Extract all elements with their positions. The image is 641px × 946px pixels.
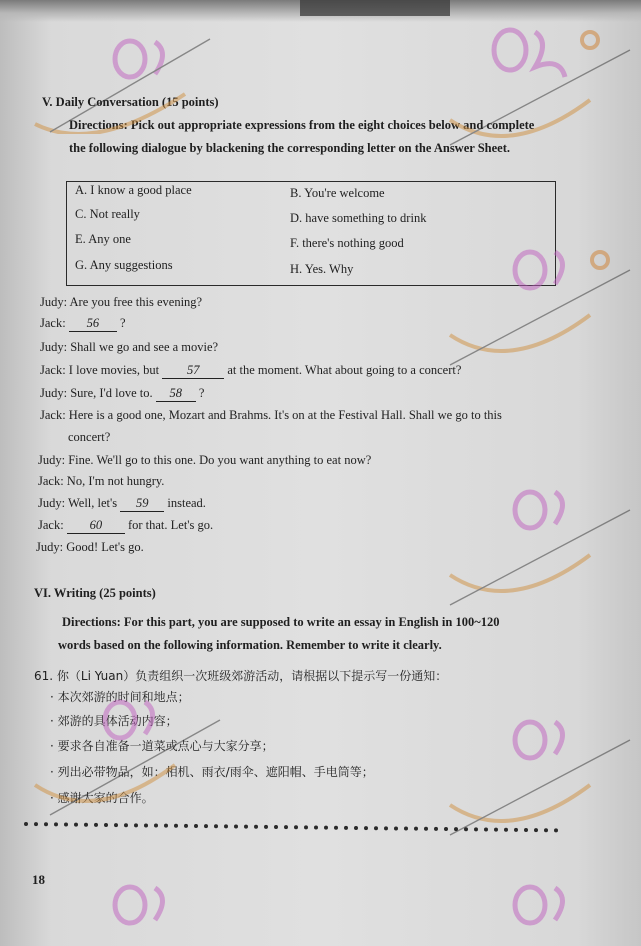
bullet-dot: · [50, 739, 54, 753]
separator-dot [354, 826, 358, 830]
separator-dot [44, 822, 48, 826]
separator-dot [134, 823, 138, 827]
dialogue-line: Jack: I love movies, but 57 at the moment. What about going to a concert? [40, 363, 462, 377]
dialogue-line: Jack: 60 for that. Let's go. [38, 518, 214, 532]
separator-dot [104, 823, 108, 827]
section5-directions-line1: Directions: Pick out appropriate expressions from the eight choices below and complete [69, 118, 535, 132]
separator-dot [224, 824, 228, 828]
separator-dot [274, 825, 278, 829]
separator-dot [434, 827, 438, 831]
bullet-item: · 要求各自准备一道菜或点心与大家分享； [50, 739, 274, 753]
separator-dot [304, 825, 308, 829]
bullet-item: · 本次郊游的时间和地点； [50, 690, 190, 704]
bullet-dot: · [50, 690, 54, 704]
separator-dot [404, 827, 408, 831]
bullet-dot: · [50, 765, 54, 779]
bullet-dot: · [50, 714, 54, 728]
section6-directions-line1: Directions: For this part, you are supposed to write an essay in English in 100~120 [62, 615, 500, 629]
dialogue-line: Jack: No, I'm not hungry. [38, 474, 165, 488]
dialogue-line: Judy: Shall we go and see a movie? [40, 340, 219, 354]
bullet-dot: · [50, 791, 54, 805]
dialogue-line: Jack: Here is a good one, Mozart and Brahms. It's on at the Festival Hall. Shall we go to this [40, 408, 502, 422]
separator-dot [264, 825, 268, 829]
option-d: D. have something to drink [290, 211, 427, 225]
dialogue-line: Judy: Sure, I'd love to. 58 ? [40, 386, 205, 400]
bullet-item: · 列出必带物品，如：相机、雨衣/雨伞、遮阳帽、手电筒等； [50, 765, 374, 779]
separator-dot [94, 823, 98, 827]
separator-dot [174, 824, 178, 828]
separator-dot [374, 826, 378, 830]
option-b: B. You're welcome [290, 186, 385, 200]
separator-dot [234, 825, 238, 829]
separator-dot [54, 822, 58, 826]
blank-60: 60 [67, 518, 125, 534]
separator-dot [254, 825, 258, 829]
separator-dot [84, 823, 88, 827]
separator-dot [144, 823, 148, 827]
separator-dot [124, 823, 128, 827]
blank-58: 58 [156, 386, 196, 402]
bullet-item: · 郊游的具体活动内容； [50, 714, 178, 728]
exam8-watermark-logo [30, 680, 230, 820]
exam8-watermark-logo [440, 10, 640, 150]
option-h: H. Yes. Why [290, 262, 354, 276]
bullet-item: · 感谢大家的合作。 [50, 791, 154, 805]
separator-dot [384, 826, 388, 830]
exam8-watermark-logo [440, 700, 640, 840]
separator-dot [114, 823, 118, 827]
option-c: C. Not really [75, 207, 140, 221]
option-a: A. I know a good place [75, 183, 192, 197]
blank-56: 56 [69, 316, 117, 332]
section5-directions-line2: the following dialogue by blackening the corresponding letter on the Answer Sheet. [69, 141, 510, 155]
separator-dot [324, 826, 328, 830]
exam8-watermark-logo [440, 230, 640, 370]
dialogue-line: Jack: 56 ? [40, 316, 126, 330]
separator-dot [204, 824, 208, 828]
separator-dot [344, 826, 348, 830]
separator-dot [364, 826, 368, 830]
separator-dot [294, 825, 298, 829]
exam8-watermark-logo [30, 14, 220, 134]
separator-dot [244, 825, 248, 829]
option-g: G. Any suggestions [75, 258, 173, 272]
separator-dot [194, 824, 198, 828]
blank-59: 59 [120, 496, 164, 512]
section6-title: VI. Writing (25 points) [34, 586, 156, 600]
dialogue-line: Judy: Well, let's 59 instead. [38, 496, 206, 510]
question-61: 61. 你（Li Yuan）负责组织一次班级郊游活动，请根据以下提示写一份通知： [34, 669, 448, 683]
separator-dot [314, 825, 318, 829]
exam8-watermark-logo [480, 860, 640, 946]
separator-dot [334, 826, 338, 830]
separator-dot [424, 827, 428, 831]
separator-dot [394, 826, 398, 830]
dialogue-line: concert? [68, 430, 111, 444]
exam8-watermark-logo [440, 470, 640, 610]
separator-dot [74, 823, 78, 827]
blank-57: 57 [162, 363, 224, 379]
separator-dot [154, 824, 158, 828]
separator-dot [184, 824, 188, 828]
dialogue-line: Judy: Fine. We'll go to this one. Do you want anything to eat now? [38, 453, 372, 467]
option-f: F. there's nothing good [290, 236, 404, 250]
section6-directions-line2: words based on the following information. Remember to write it clearly. [58, 638, 442, 652]
page-number: 18 [32, 872, 45, 887]
separator-dot [284, 825, 288, 829]
separator-dot [414, 827, 418, 831]
separator-dot [164, 824, 168, 828]
dialogue-line: Judy: Are you free this evening? [40, 295, 203, 309]
exam8-watermark-logo [60, 860, 220, 946]
separator-dot [24, 822, 28, 826]
separator-dot [64, 822, 68, 826]
separator-dot [214, 824, 218, 828]
section5-title: V. Daily Conversation (15 points) [42, 95, 219, 109]
dialogue-line: Judy: Good! Let's go. [36, 540, 144, 554]
separator-dot [34, 822, 38, 826]
option-e: E. Any one [75, 232, 131, 246]
